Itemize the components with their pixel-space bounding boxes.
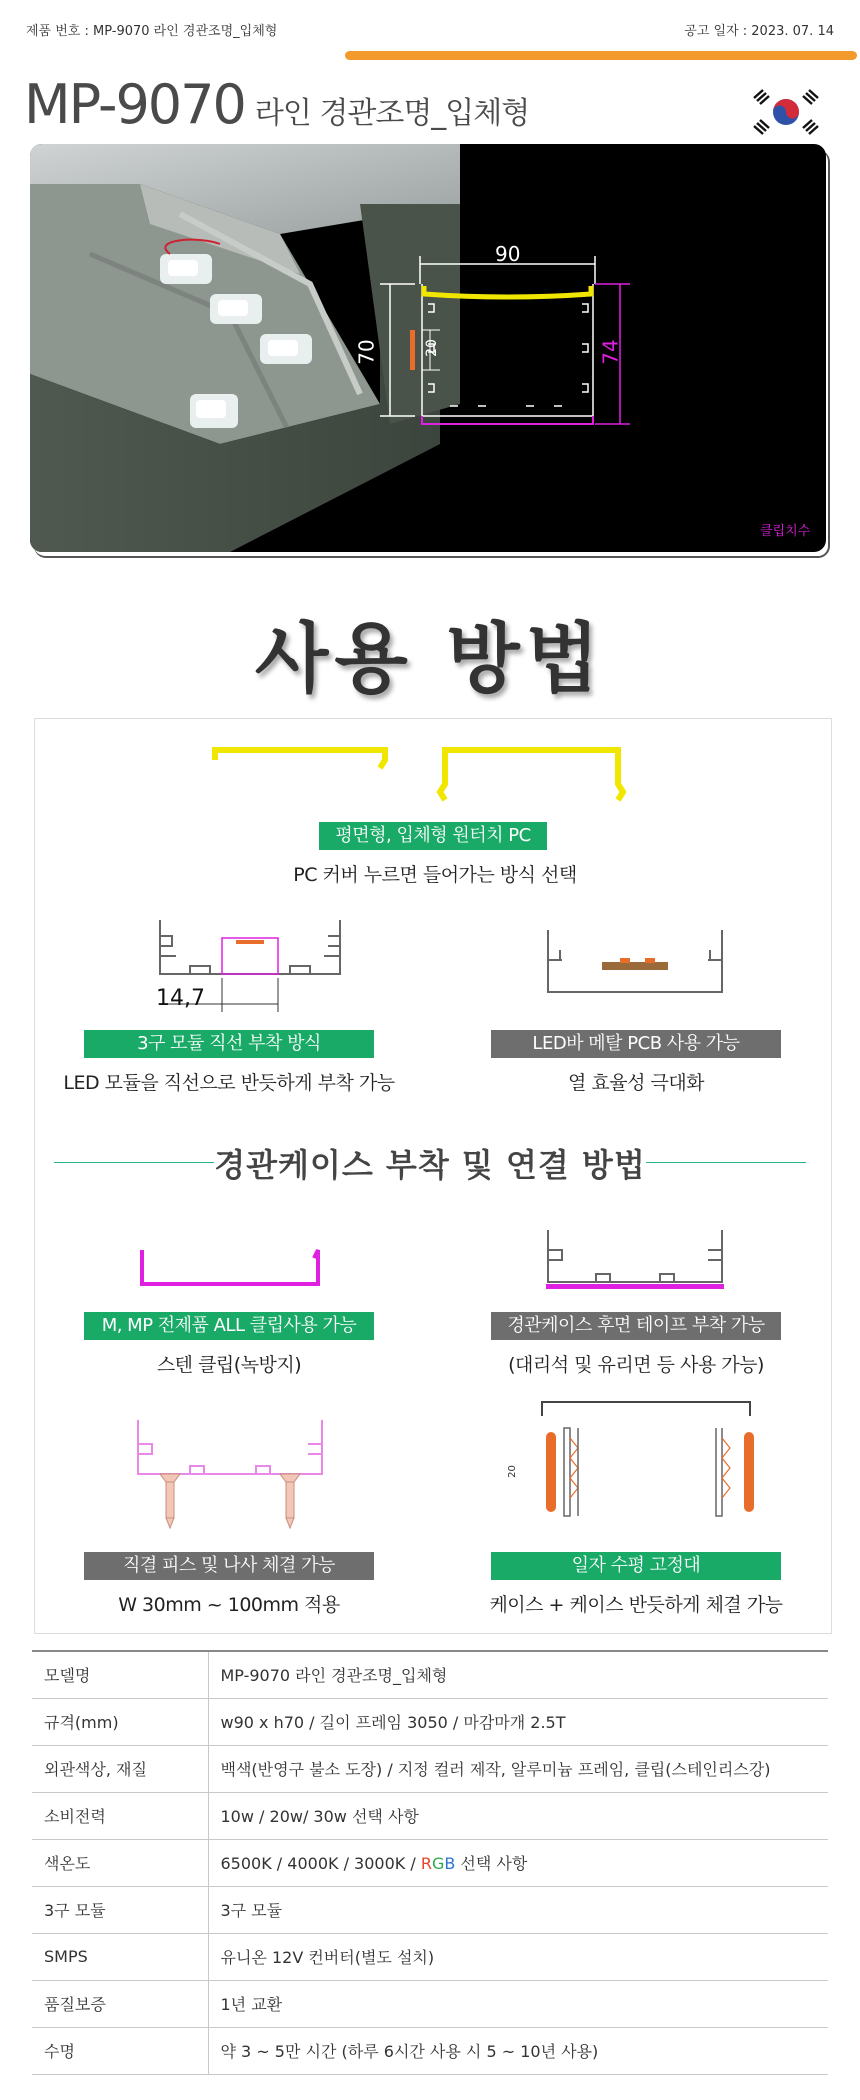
spec-key: 3구 모듈 — [32, 1886, 208, 1933]
dim-height-right: 74 — [598, 339, 623, 365]
pc-cover-diagram — [200, 740, 640, 820]
korea-flag-icon — [748, 84, 824, 140]
table-row — [32, 1792, 828, 1839]
table-row — [32, 1651, 828, 1698]
caption-case-joining: 케이스 + 케이스 반듯하게 체결 가능 — [489, 1594, 783, 1616]
badge-horizontal-bracket: 일자 수평 고정대 — [491, 1552, 781, 1580]
caption-stainless-clip: 스텐 클립(녹방지) — [156, 1354, 302, 1376]
table-row — [32, 1886, 828, 1933]
table-row — [32, 1698, 828, 1745]
table-row — [32, 1980, 828, 2027]
spec-value: 3구 모듈 — [208, 1886, 828, 1933]
dim-bracket: 20 — [506, 1465, 518, 1478]
badge-onetouch-pc: 평면형, 입체형 원터치 PC — [319, 822, 547, 850]
spec-value: MP-9070 라인 경관조명_입체형 — [208, 1651, 828, 1698]
rear-tape-diagram — [540, 1226, 730, 1296]
attach-section-title: 경관케이스 부착 및 연결 방법 — [214, 1146, 646, 1184]
usage-section-title: 사용 방법 — [254, 614, 606, 703]
spec-value-color-temp — [208, 1839, 828, 1886]
rgb-r: R — [420, 1854, 432, 1873]
caption-width-range: W 30mm ~ 100mm 적용 — [118, 1594, 340, 1616]
dim-width: 90 — [495, 242, 521, 266]
rgb-g: G — [431, 1854, 445, 1873]
table-row — [32, 1839, 828, 1886]
table-row — [32, 2027, 828, 2074]
spec-value: 백색(반영구 불소 도장) / 지정 컬러 제작, 알루미늄 프레임, 클립(스테인리스강) — [208, 1745, 828, 1792]
spec-key: 색온도 — [32, 1839, 208, 1886]
caption-pc-cover: PC 커버 누르면 들어가는 방식 선택 — [293, 864, 577, 886]
spec-value: 유니온 12V 컨버터(별도 설치) — [208, 1933, 828, 1980]
caption-marble-glass: (대리석 및 유리면 등 사용 가능) — [508, 1354, 764, 1376]
table-row — [32, 1745, 828, 1792]
header-row — [26, 20, 834, 40]
color-temp-suffix: 선택 사항 — [455, 1854, 528, 1873]
spec-table — [32, 1650, 828, 2075]
spec-value: 약 3 ~ 5만 시간 (하루 6시간 사용 시 5 ~ 10년 사용) — [208, 2027, 828, 2074]
screw-fastening-diagram — [130, 1414, 330, 1534]
dim-inner: 20 — [423, 339, 440, 357]
rgb-b: B — [444, 1854, 456, 1873]
stainless-clip-diagram — [130, 1244, 330, 1294]
title-subtitle: 라인 경관조명_입체형 — [254, 96, 530, 131]
spec-value: 1년 교환 — [208, 1980, 828, 2027]
spec-value: w90 x h70 / 길이 프레임 3050 / 마감마개 2.5T — [208, 1698, 828, 1745]
badge-led-bar: LED바 메탈 PCB 사용 가능 — [491, 1030, 781, 1058]
caption-heat-efficiency: 열 효율성 극대화 — [567, 1072, 705, 1094]
badge-three-module: 3구 모듈 직선 부착 방식 — [84, 1030, 374, 1058]
hero-product-image — [30, 144, 826, 552]
page-title — [24, 74, 529, 136]
color-temp-text: 6500K / 4000K / 3000K / — [220, 1854, 421, 1873]
dim-height-left: 70 — [354, 339, 379, 365]
spec-key: 수명 — [32, 2027, 208, 2074]
spec-key: 외관색상, 재질 — [32, 1745, 208, 1792]
accent-bar — [345, 51, 857, 60]
product-number: 제품 번호 : MP-9070 라인 경관조명_입체형 — [26, 24, 278, 39]
title-model: MP-9070 — [24, 73, 245, 136]
badge-all-clip: M, MP 전제품 ALL 클립사용 가능 — [84, 1312, 374, 1340]
horizontal-bracket-diagram — [510, 1398, 770, 1528]
spec-value: 10w / 20w/ 30w 선택 사항 — [208, 1792, 828, 1839]
badge-screw-fastening: 직결 피스 및 나사 체결 가능 — [84, 1552, 374, 1580]
clip-dimension-label: 클립치수 — [760, 524, 811, 539]
notice-date: 공고 일자 : 2023. 07. 14 — [684, 24, 834, 39]
spec-key: 품질보증 — [32, 1980, 208, 2027]
dim-module-spacing: 14,7 — [156, 986, 205, 1011]
spec-key: 규격(mm) — [32, 1698, 208, 1745]
caption-three-module: LED 모듈을 직선으로 반듯하게 부착 가능 — [63, 1072, 395, 1094]
table-row — [32, 1933, 828, 1980]
spec-key: SMPS — [32, 1933, 208, 1980]
spec-key: 모델명 — [32, 1651, 208, 1698]
led-bar-diagram — [540, 926, 730, 1006]
badge-rear-tape: 경관케이스 후면 테이프 부착 가능 — [491, 1312, 781, 1340]
spec-key: 소비전력 — [32, 1792, 208, 1839]
attach-section-head — [22, 1140, 838, 1186]
